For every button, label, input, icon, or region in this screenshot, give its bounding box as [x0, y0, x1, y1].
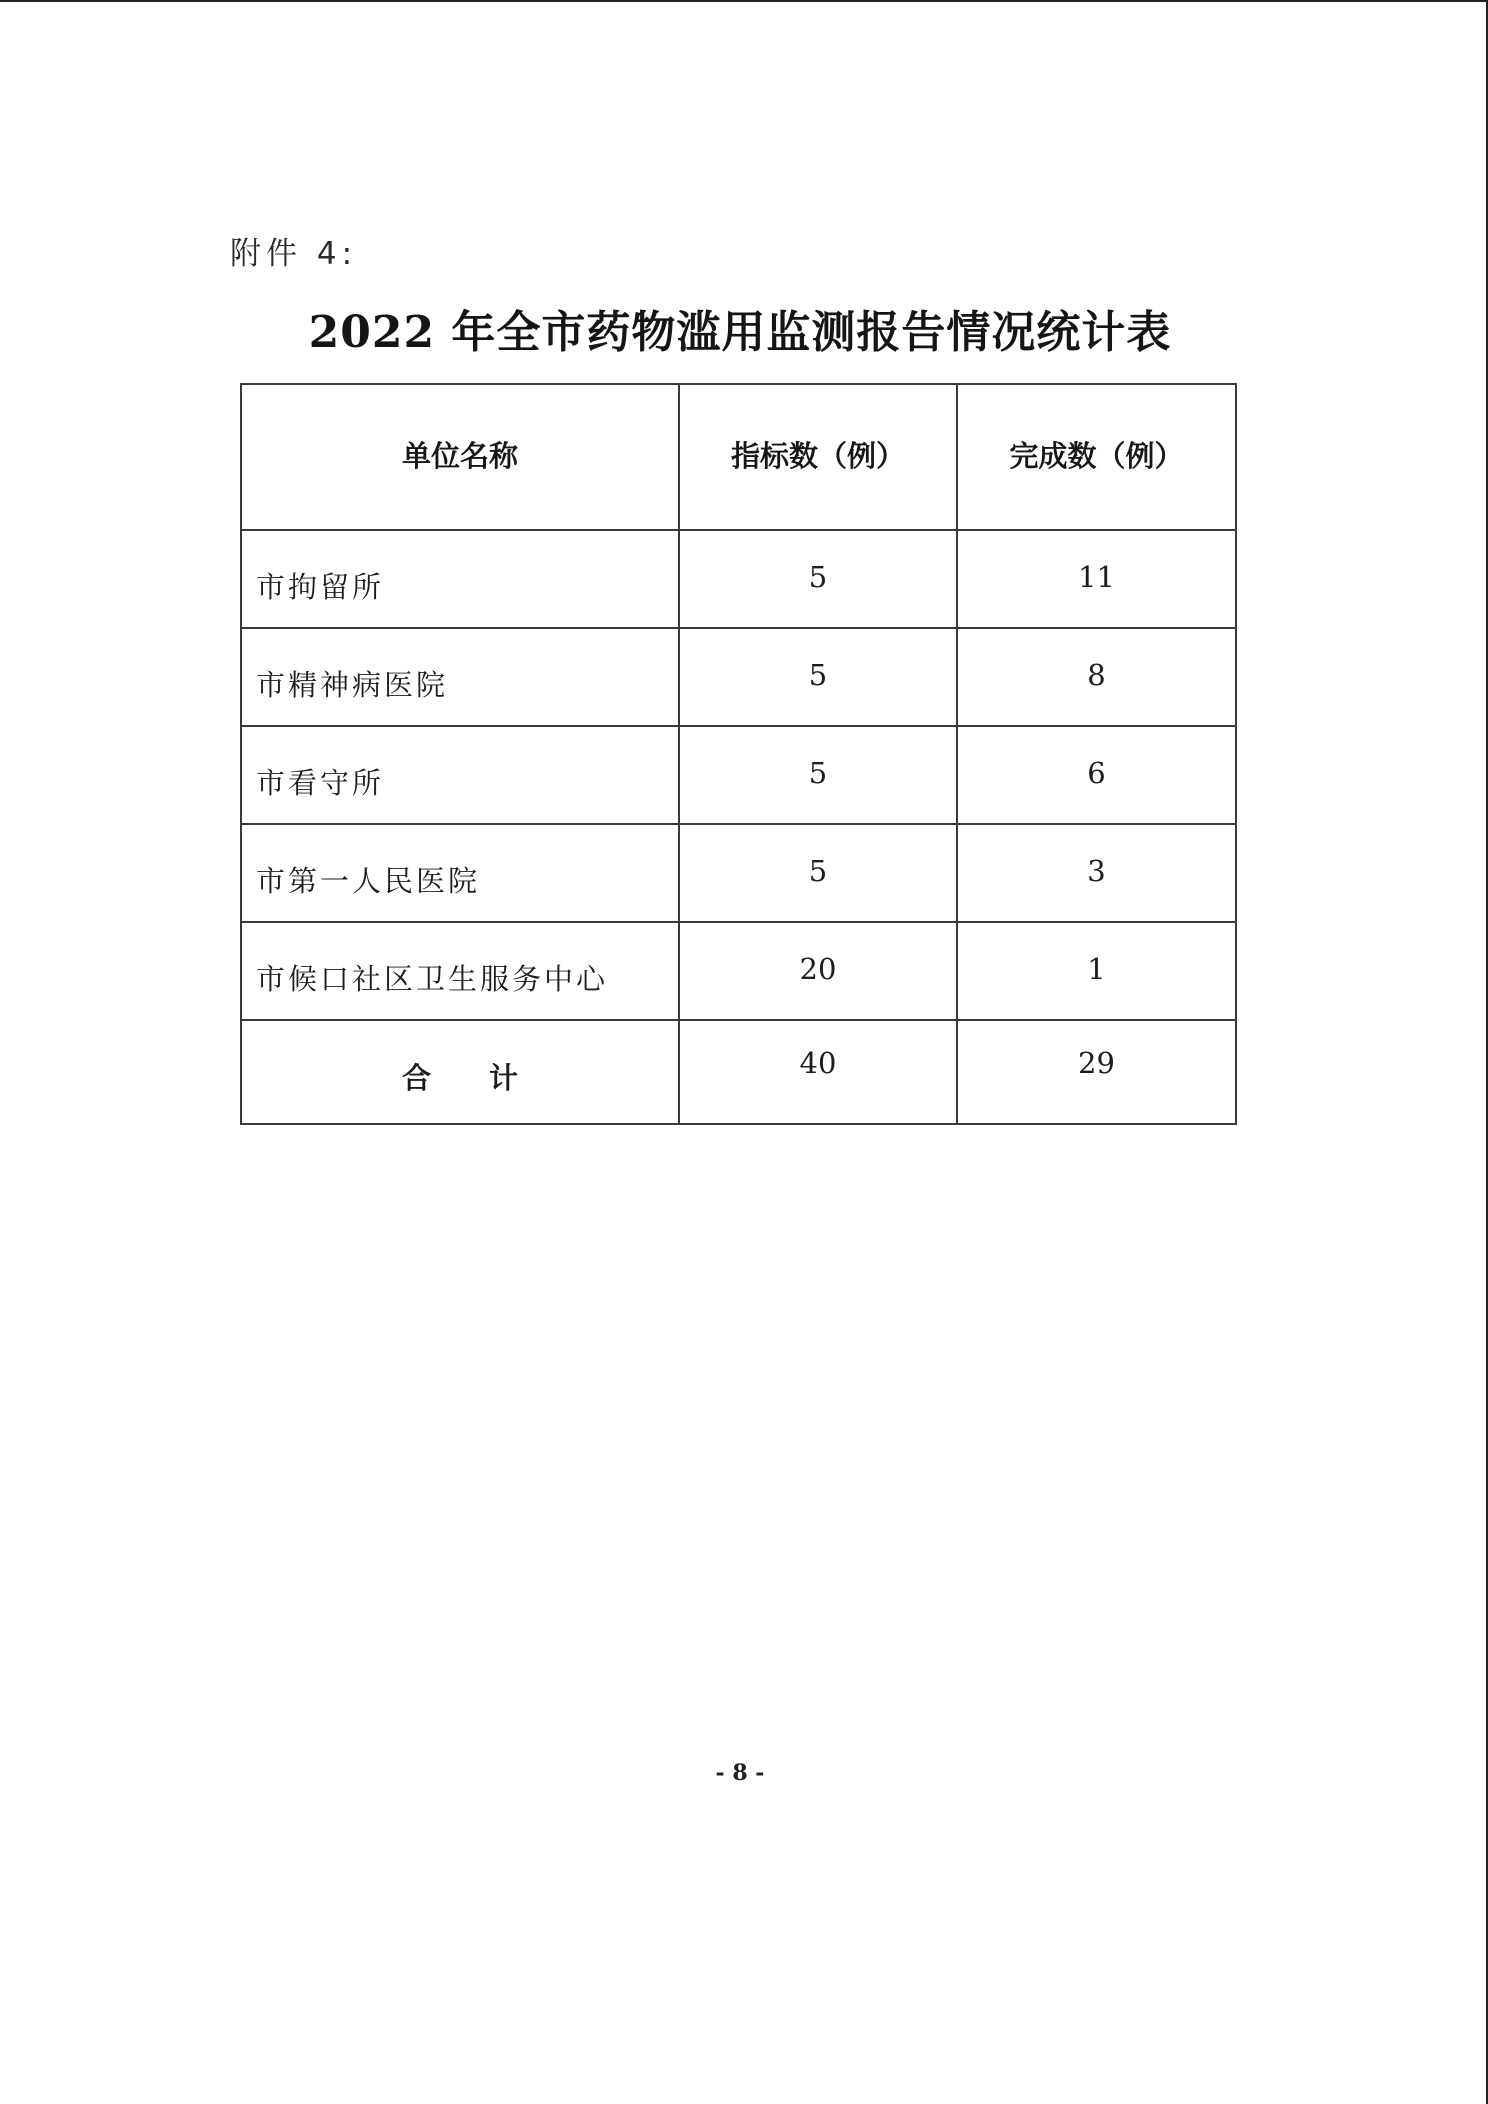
header-unit-name: 单位名称 [241, 384, 679, 530]
header-target-count: 指标数（例） [679, 384, 957, 530]
table-row [241, 824, 1236, 922]
table-row [241, 726, 1236, 824]
table-row [241, 922, 1236, 1020]
attachment-label: 附件 4: [230, 236, 358, 272]
header-completed-count: 完成数（例） [957, 384, 1236, 530]
row-target-count: 5 [679, 824, 957, 922]
row-completed-count: 11 [957, 530, 1236, 628]
total-target-count: 40 [679, 1020, 957, 1124]
document-title: 2022 年全市药物滥用监测报告情况统计表 [308, 307, 1172, 358]
row-completed-count: 6 [957, 726, 1236, 824]
row-target-count: 5 [679, 628, 957, 726]
row-target-count: 5 [679, 530, 957, 628]
table-header-row [241, 384, 1236, 530]
table-row [241, 530, 1236, 628]
row-completed-count: 1 [957, 922, 1236, 1020]
row-unit-name: 市拘留所 [241, 530, 679, 628]
scan-edge-top [0, 0, 1488, 2]
row-unit-name: 市看守所 [241, 726, 679, 824]
total-label: 合计 [241, 1020, 679, 1124]
statistics-table [240, 383, 1237, 1125]
table-row [241, 628, 1236, 726]
row-completed-count: 8 [957, 628, 1236, 726]
page-number: - 8 - [715, 1760, 765, 1786]
row-unit-name: 市第一人民医院 [241, 824, 679, 922]
row-target-count: 20 [679, 922, 957, 1020]
total-completed-count: 29 [957, 1020, 1236, 1124]
row-unit-name: 市精神病医院 [241, 628, 679, 726]
row-completed-count: 3 [957, 824, 1236, 922]
table-total-row [241, 1020, 1236, 1124]
row-target-count: 5 [679, 726, 957, 824]
row-unit-name: 市候口社区卫生服务中心 [241, 922, 679, 1020]
